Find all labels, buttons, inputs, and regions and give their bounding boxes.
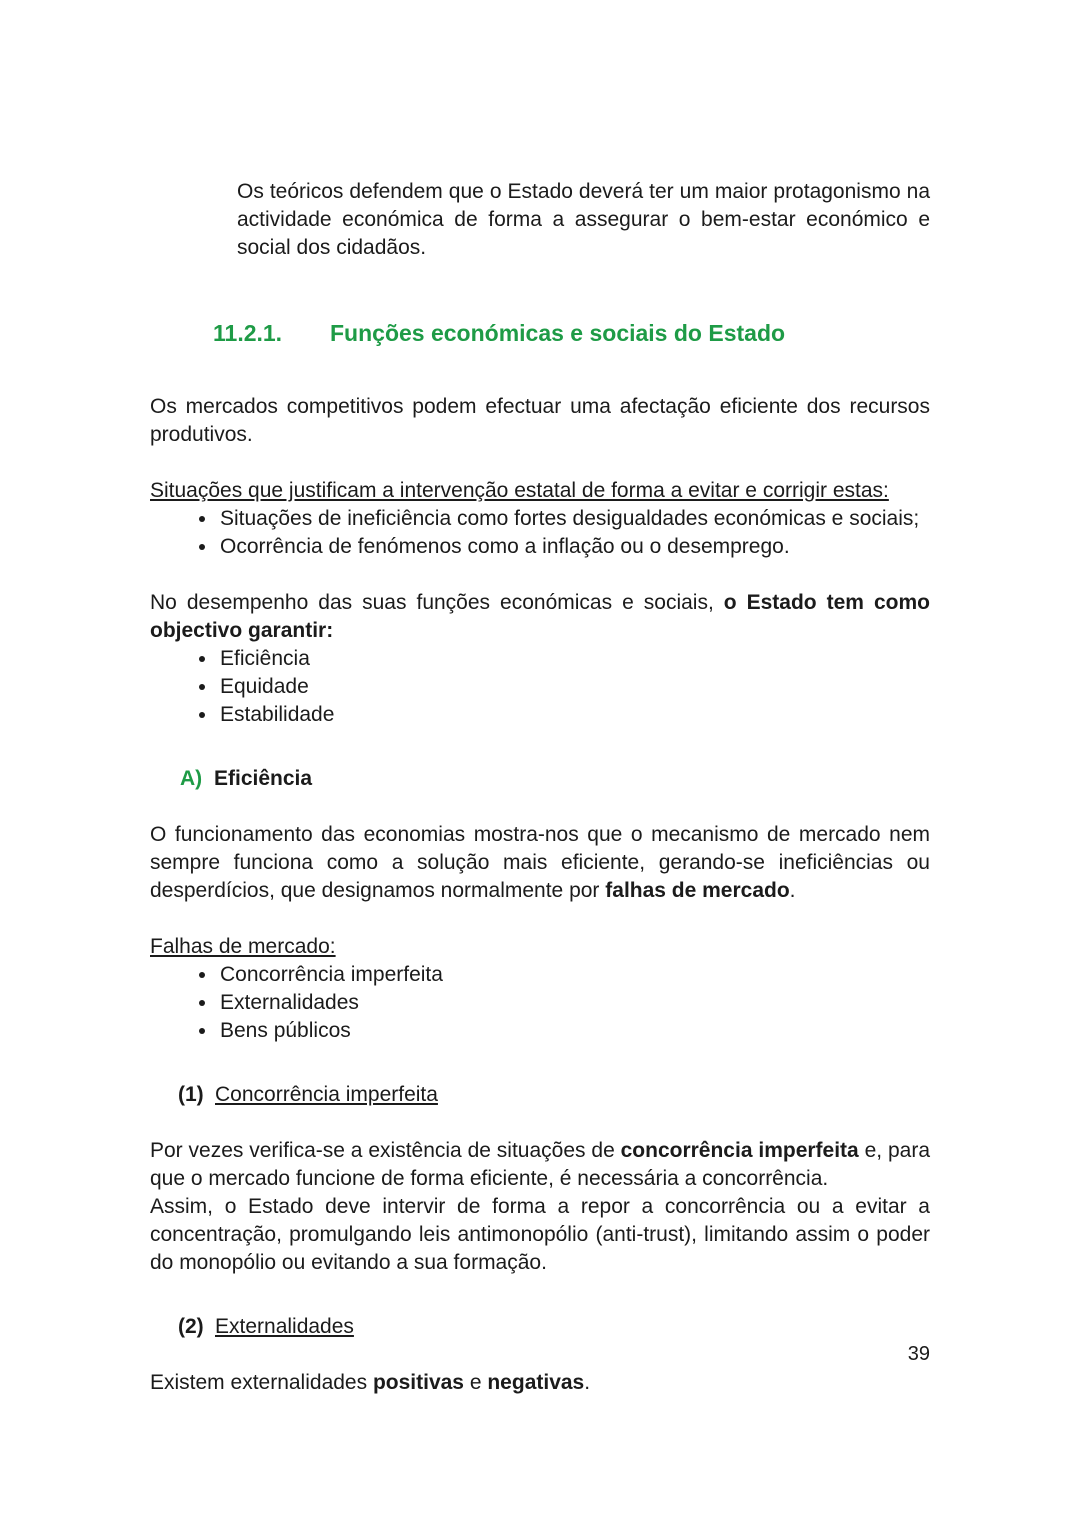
functions-list — [150, 645, 930, 729]
failures-lead: Falhas de mercado: — [150, 935, 336, 958]
failures-list — [150, 961, 930, 1045]
externalities-bold-2: negativas — [487, 1371, 585, 1394]
externalities-period: . — [584, 1371, 591, 1394]
list-item: • Estabilidade — [218, 701, 930, 729]
list-item: • Ocorrência de fenómenos como a inflação ou o desemprego. — [218, 533, 930, 561]
functions-lead-normal: No desempenho das suas funções económicas e sociais, — [150, 591, 724, 614]
page-number: 39 — [907, 1343, 930, 1365]
numbered-item-2-label: (2) — [178, 1315, 204, 1338]
externalities-text-1: Existem externalidades — [150, 1371, 373, 1394]
list-item: • Concorrência imperfeita — [218, 961, 930, 989]
section-heading — [213, 318, 930, 348]
section-title: Funções económicas e sociais do Estado — [330, 320, 786, 346]
functions-lead-bold: o Estado tem como objectivo garantir: — [150, 591, 930, 642]
intro-paragraph: Os teóricos defendem que o Estado deverá ter um maior protagonismo na actividade económica de forma a assegurar o bem-estar económico e social dos cidadãos. — [237, 180, 930, 259]
list-item: • Bens públicos — [218, 1017, 930, 1045]
efficiency-period: . — [789, 879, 796, 902]
imperfect-competition-paragraph — [150, 1137, 930, 1277]
externalities-paragraph — [150, 1369, 930, 1397]
functions-lead — [150, 589, 930, 645]
situations-lead: Situações que justificam a intervenção estatal de forma a evitar e corrigir estas: — [150, 479, 889, 502]
situations-list — [150, 505, 930, 561]
list-item: • Situações de ineficiência como fortes desigualdades económicas e sociais; — [218, 505, 930, 533]
imperfect-text-2: e, para que o mercado funcione de forma eficiente, é necessária a concorrência. — [150, 1139, 930, 1190]
list-item: • Externalidades — [218, 989, 930, 1017]
list-item: • Eficiência — [218, 645, 930, 673]
numbered-item-2 — [178, 1313, 930, 1341]
list-item: • Equidade — [218, 673, 930, 701]
efficiency-text: O funcionamento das economias mostra-nos que o mecanismo de mercado nem sempre funciona como a solução mais eficiente, gerando-se ineficiências ou desperdícios, que designamos normalmente por — [150, 823, 930, 902]
externalities-text-2: e — [464, 1371, 488, 1394]
numbered-item-2-title: Externalidades — [215, 1315, 354, 1338]
markets-paragraph: Os mercados competitivos podem efectuar uma afectação eficiente dos recursos produtivos. — [150, 395, 930, 446]
subsection-a-label: A) — [180, 767, 203, 790]
numbered-item-1 — [178, 1081, 930, 1109]
efficiency-bold: falhas de mercado — [605, 879, 790, 902]
subsection-a — [180, 765, 930, 793]
numbered-item-1-title: Concorrência imperfeita — [215, 1083, 438, 1106]
imperfect-text-1: Por vezes verifica-se a existência de situações de — [150, 1139, 621, 1162]
externalities-bold-1: positivas — [372, 1371, 464, 1394]
efficiency-paragraph — [150, 821, 930, 905]
imperfect-bold: concorrência imperfeita — [620, 1139, 859, 1162]
imperfect-text-3: Assim, o Estado deve intervir de forma a repor a concorrência ou a evitar a concentração, promulgando leis antimonopólio (anti-trust), limitando assim o poder do monopólio ou evitando a sua formação. — [150, 1195, 930, 1274]
numbered-item-1-label: (1) — [178, 1083, 204, 1106]
section-number: 11.2.1. — [213, 320, 283, 346]
subsection-a-title: Eficiência — [214, 767, 313, 790]
